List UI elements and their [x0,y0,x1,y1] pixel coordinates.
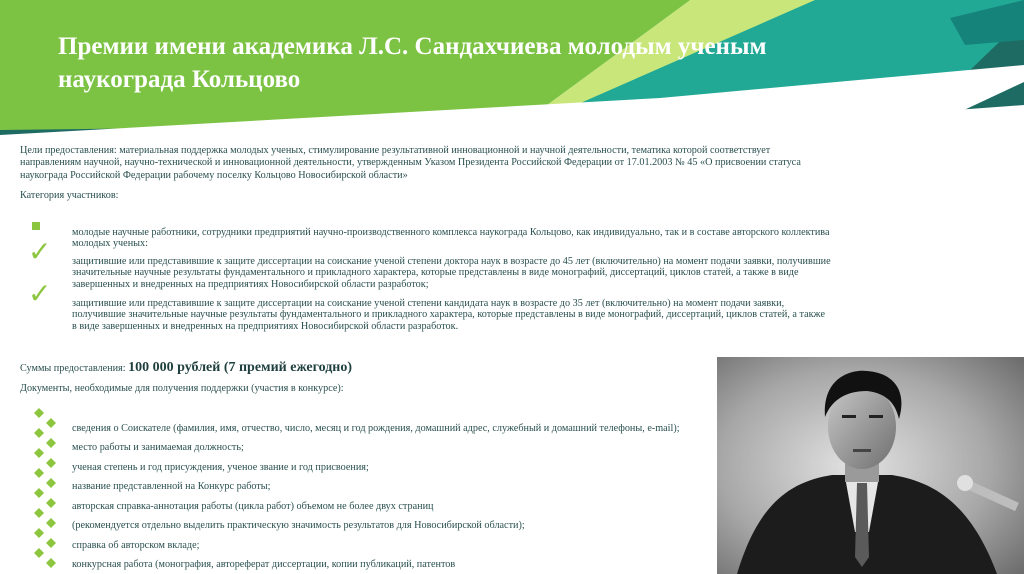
document-item: (рекомендуется отдельно выделить практическую значимость результатов для Новосибирской области); [72,520,525,531]
goals-paragraph: Цели предоставления: материальная поддержка молодых ученых, стимулирование результативной инновационной и научной деятельности, тематика которой соответствует направлениям научной, научно-технической и инновационной деятельности, утвержденным Указом Президента Российской Федерации от 17.01.2003 № 45 «О присвоении статуса наукограда Российской Федерации рабочему поселку Кольцово Новосибирской области» [20,145,801,181]
document-item: место работы и занимаемая должность; [72,442,244,453]
categories-title: Категория участников: [20,190,119,201]
green-square-bullet-icon [32,222,40,230]
category-item: защитившие или представившие к защите диссертации на соискание ученой степени кандидата наук в возрасте до 35 лет (включительно) на момент подачи заявки, получившие значительные научные результаты фундаментального и прикладного характера, которые представлены в виде монографий, диссертаций, циклов статей, а также в виде завершенных и внедренных на предприятиях Новосибирской области разработок. [72,298,825,332]
category-item: защитившие или представившие к защите диссертации на соискание ученой степени доктора наук в возрасте до 45 лет (включительно) на момент подачи заявки, получившие значительные научные результаты фундаментального и прикладного характера, которые представлены в виде монографий, диссертаций, циклов статей, а также в виде завершенных и внедренных на предприятиях Новосибирской области разработок; [72,256,831,290]
checkmark-icon: ✓ [28,235,52,268]
document-item: сведения о Соискателе (фамилия, имя, отчество, число, месяц и год рождения, домашний адрес, служебный и домашний телефоны, e-mail); [72,423,680,434]
sum-value: 100 000 рублей (7 премий ежегодно) [128,360,353,375]
document-item: конкурсная работа (монография, автореферат диссертации, копии публикаций, патентов [72,559,456,570]
document-item: ученая степень и год присуждения, ученое звание и год присвоения; [72,462,369,473]
document-item: название представленной на Конкурс работы; [72,481,271,492]
slide-title: Премии имени академика Л.С. Сандахчиева молодым ученым наукограда Кольцово [58,33,767,93]
portrait-photo [717,357,1024,574]
sum-label: Суммы предоставления: [20,363,129,374]
documents-title: Документы, необходимые для получения поддержки (участия в конкурсе): [20,383,344,394]
checkmark-icon: ✓ [28,277,52,310]
sum-line [20,360,352,376]
document-item: авторская справка-аннотация работы (цикла работ) объемом не более двух страниц [72,501,434,512]
category-item: молодые научные работники, сотрудники предприятий научно-производственного комплекса наукограда Кольцово, как индивидуально, так и в составе авторского коллектива молодых ученых: [72,227,830,250]
document-item: справка об авторском вкладе; [72,540,200,551]
diamond-bullet-icon [32,408,58,574]
